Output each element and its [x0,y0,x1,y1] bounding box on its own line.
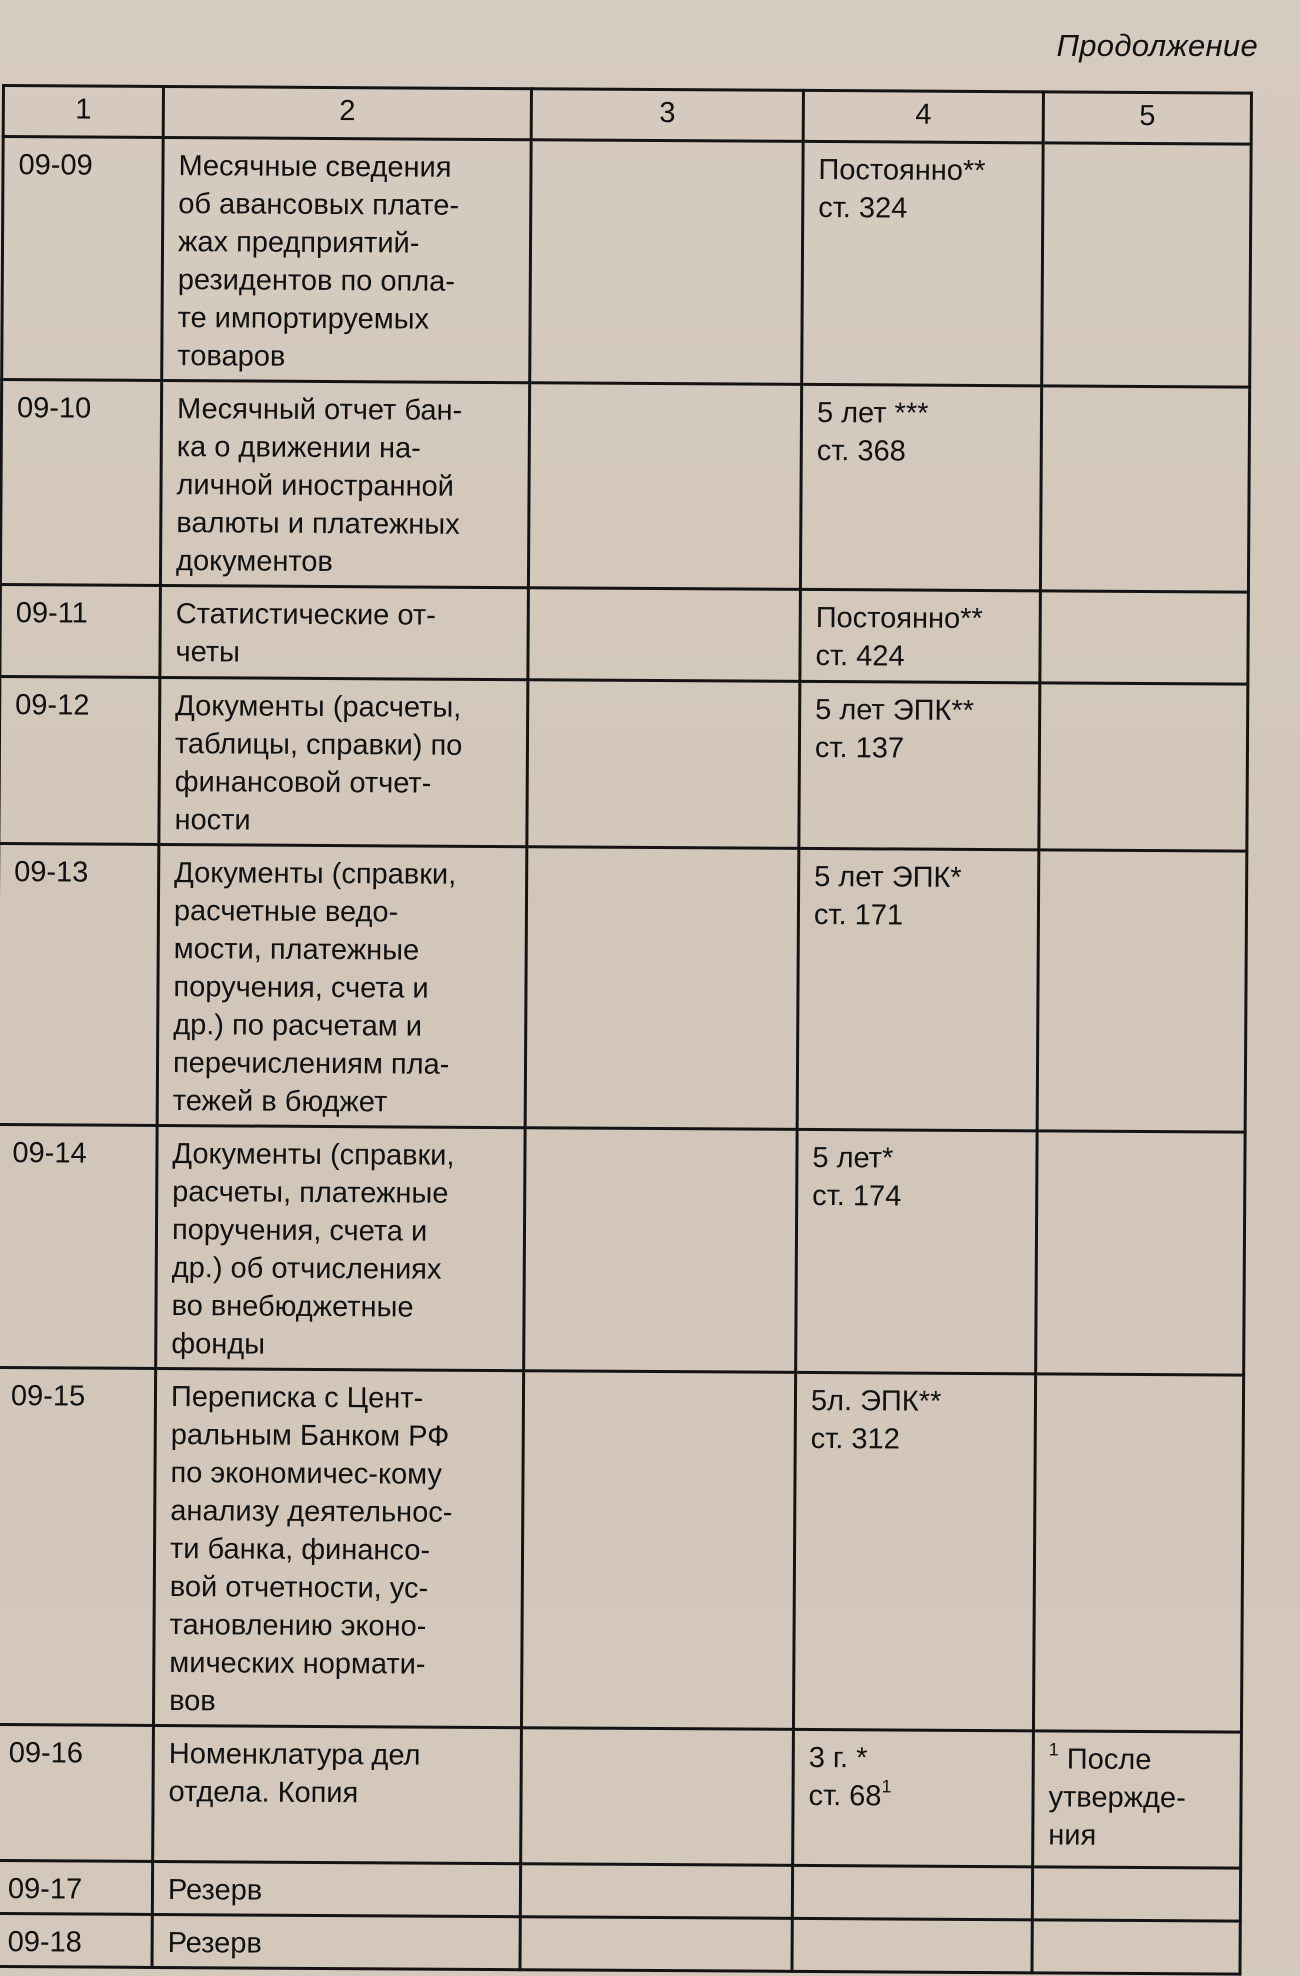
title-line: тановлению эконо- [169,1609,427,1643]
term-line [814,858,1025,897]
term-text: Постоянно** [815,601,983,636]
title-line: Резерв [167,1874,263,1907]
title-line: во внебюджетные [171,1290,414,1324]
title-line: резидентов по опла- [177,264,456,298]
row-note-cell [1033,1731,1242,1868]
title-line: финансовой отчет- [174,766,432,800]
table-row [0,380,1249,593]
row-title-cell [153,1368,523,1727]
term-text: 5 лет* [812,1141,894,1175]
title-line: Документы (расчеты, [175,690,462,724]
column-header-2: 2 [163,86,531,139]
table-row [0,1124,1245,1375]
term-line [811,1382,1022,1421]
title-line: об авансовых плате- [178,188,460,222]
title-line: Месячные сведения [178,150,452,184]
title-line: мости, платежные [173,933,420,967]
row-note-cell [1037,850,1247,1132]
column-header-5: 5 [1043,92,1251,144]
row-col3-cell [521,1728,794,1866]
note-line [1048,1778,1227,1817]
note-text: ния [1048,1819,1097,1852]
title-line: Статистические от- [175,598,436,632]
row-index-cell: 09-12 [0,676,160,844]
title-line: поручения, счета и [171,1214,428,1248]
row-index-cell: 09-17 [0,1860,153,1914]
term-text: 5 лет ЭПК** [815,693,975,727]
table-row [0,676,1248,851]
title-line: мических нормати- [169,1647,426,1681]
note-text: утвержде- [1048,1781,1186,1815]
row-note-cell [1039,683,1248,851]
title-line: анализу деятельнос- [170,1495,453,1529]
title-line: по экономичес-кому [170,1457,443,1491]
title-line: поручения, счета и [173,971,429,1005]
row-term-cell [792,1918,1032,1972]
table-row [0,1724,1241,1868]
term-line [815,691,1026,730]
title-line: Номенклатура дел [168,1738,421,1772]
term-text: ст. 368 [816,434,906,468]
title-line: валюты и платежных [176,507,460,541]
term-line [818,189,1029,228]
row-note-cell [1040,591,1249,684]
term-line [809,1739,1020,1778]
term-text: ст. 174 [812,1179,902,1213]
row-col3-cell [528,588,801,682]
row-term-cell [793,1729,1034,1866]
title-line: Документы (справки, [174,857,457,891]
table-header-row [3,86,1251,145]
row-title-cell [157,844,527,1127]
continuation-label: Продолжение [1056,28,1258,63]
row-index-cell: 09-15 [0,1367,156,1725]
term-line [808,1777,1019,1816]
title-line: жах предприятий- [177,226,420,260]
title-line: др.) по расчетам и [173,1009,423,1043]
term-line [815,729,1026,768]
table-row [2,137,1251,388]
row-note-cell [1033,1374,1243,1732]
row-col3-cell [524,1128,797,1373]
row-index-cell: 09-13 [0,843,159,1125]
row-term-cell [802,141,1043,385]
row-term-cell [799,681,1040,849]
title-line: товаров [177,340,286,373]
note-text: После [1058,1743,1152,1777]
title-line: фонды [171,1328,266,1361]
term-text: ст. 324 [818,191,908,225]
row-index-cell: 09-14 [0,1124,157,1368]
term-text: 5 лет ЭПК* [814,860,962,894]
term-line [811,1420,1022,1459]
term-text: ст. 68 [808,1779,882,1813]
title-line: перечислениям пла- [172,1047,450,1081]
row-term-cell [800,384,1041,590]
term-line [815,637,1026,676]
row-index-cell: 09-16 [0,1724,153,1861]
title-line: расчеты, платежные [172,1176,449,1210]
column-header-3: 3 [531,89,803,142]
title-line: ности [174,804,251,837]
note-line [1048,1816,1227,1855]
title-line: ти банка, финансо- [169,1533,431,1567]
row-col3-cell [520,1864,792,1919]
row-title-cell [160,380,529,587]
row-col3-cell [528,383,801,590]
term-text: 5л. ЭПК** [810,1384,942,1418]
title-line: расчетные ведо- [173,895,399,929]
table-row [0,584,1248,684]
row-term-cell [793,1372,1035,1730]
title-line: Резерв [167,1927,262,1960]
row-term-cell [797,848,1039,1130]
title-line: документов [175,545,333,579]
row-col3-cell [521,1371,795,1730]
term-line [814,896,1025,935]
title-line: ральным Банком РФ [170,1419,450,1453]
row-col3-cell [525,847,799,1130]
note-line [1049,1740,1228,1779]
term-text: Постоянно** [818,153,986,188]
term-text: 3 г. * [808,1741,868,1775]
title-line: ка о движении на- [176,431,421,465]
row-term-cell [792,1865,1032,1919]
row-index-cell: 09-09 [2,137,163,381]
title-line: др.) об отчислениях [171,1252,442,1286]
term-text: ст. 312 [810,1422,900,1456]
table-body [0,137,1251,1975]
term-line [817,394,1028,433]
title-line: те импортируемых [177,302,430,336]
term-text: 5 лет *** [816,396,929,430]
title-line: Месячный отчет бан- [176,393,463,427]
note-footnote-mark: 1 [1048,1739,1059,1760]
row-title-cell [152,1914,520,1969]
term-text: ст. 137 [814,731,905,765]
title-line: вов [169,1685,216,1718]
term-line [812,1177,1023,1216]
row-col3-cell [530,140,803,385]
column-header-4: 4 [803,90,1043,142]
row-note-cell [1036,1131,1245,1375]
term-line [816,599,1027,638]
nomenclature-table [0,84,1253,1976]
row-title-cell [162,137,531,382]
row-title-cell [152,1861,520,1916]
row-col3-cell [527,680,800,849]
table-row [0,1913,1240,1974]
row-note-cell [1032,1867,1240,1921]
row-title-cell [159,677,528,846]
row-col3-cell [520,1917,792,1972]
title-line: вой отчетности, ус- [169,1571,429,1605]
title-line: отдела. Копия [168,1776,359,1810]
title-line: таблицы, справки) по [174,728,463,762]
row-note-cell [1040,386,1249,592]
row-note-cell [1042,143,1251,387]
title-line: Документы (справки, [172,1138,455,1172]
term-line [812,1139,1023,1178]
table-row [0,1367,1244,1732]
table-row [0,843,1247,1132]
table-row [0,1860,1241,1921]
term-text: ст. 171 [813,898,904,932]
title-line: тежей в бюджет [172,1085,388,1119]
row-index-cell: 09-10 [0,380,161,586]
title-line: Переписка с Цент- [170,1381,424,1415]
title-line: личной иностранной [176,469,455,503]
row-index-cell: 09-11 [0,584,160,677]
row-title-cell [156,1125,525,1370]
term-line [817,432,1028,471]
row-title-cell [153,1725,522,1863]
row-term-cell [796,1129,1037,1373]
row-title-cell [160,585,529,679]
row-index-cell: 09-18 [0,1913,152,1967]
column-header-1: 1 [3,86,163,138]
row-term-cell [800,589,1041,682]
title-line: четы [175,636,241,669]
term-text: ст. 424 [815,639,905,673]
term-footnote-mark: 1 [881,1776,892,1797]
term-line [818,151,1029,190]
